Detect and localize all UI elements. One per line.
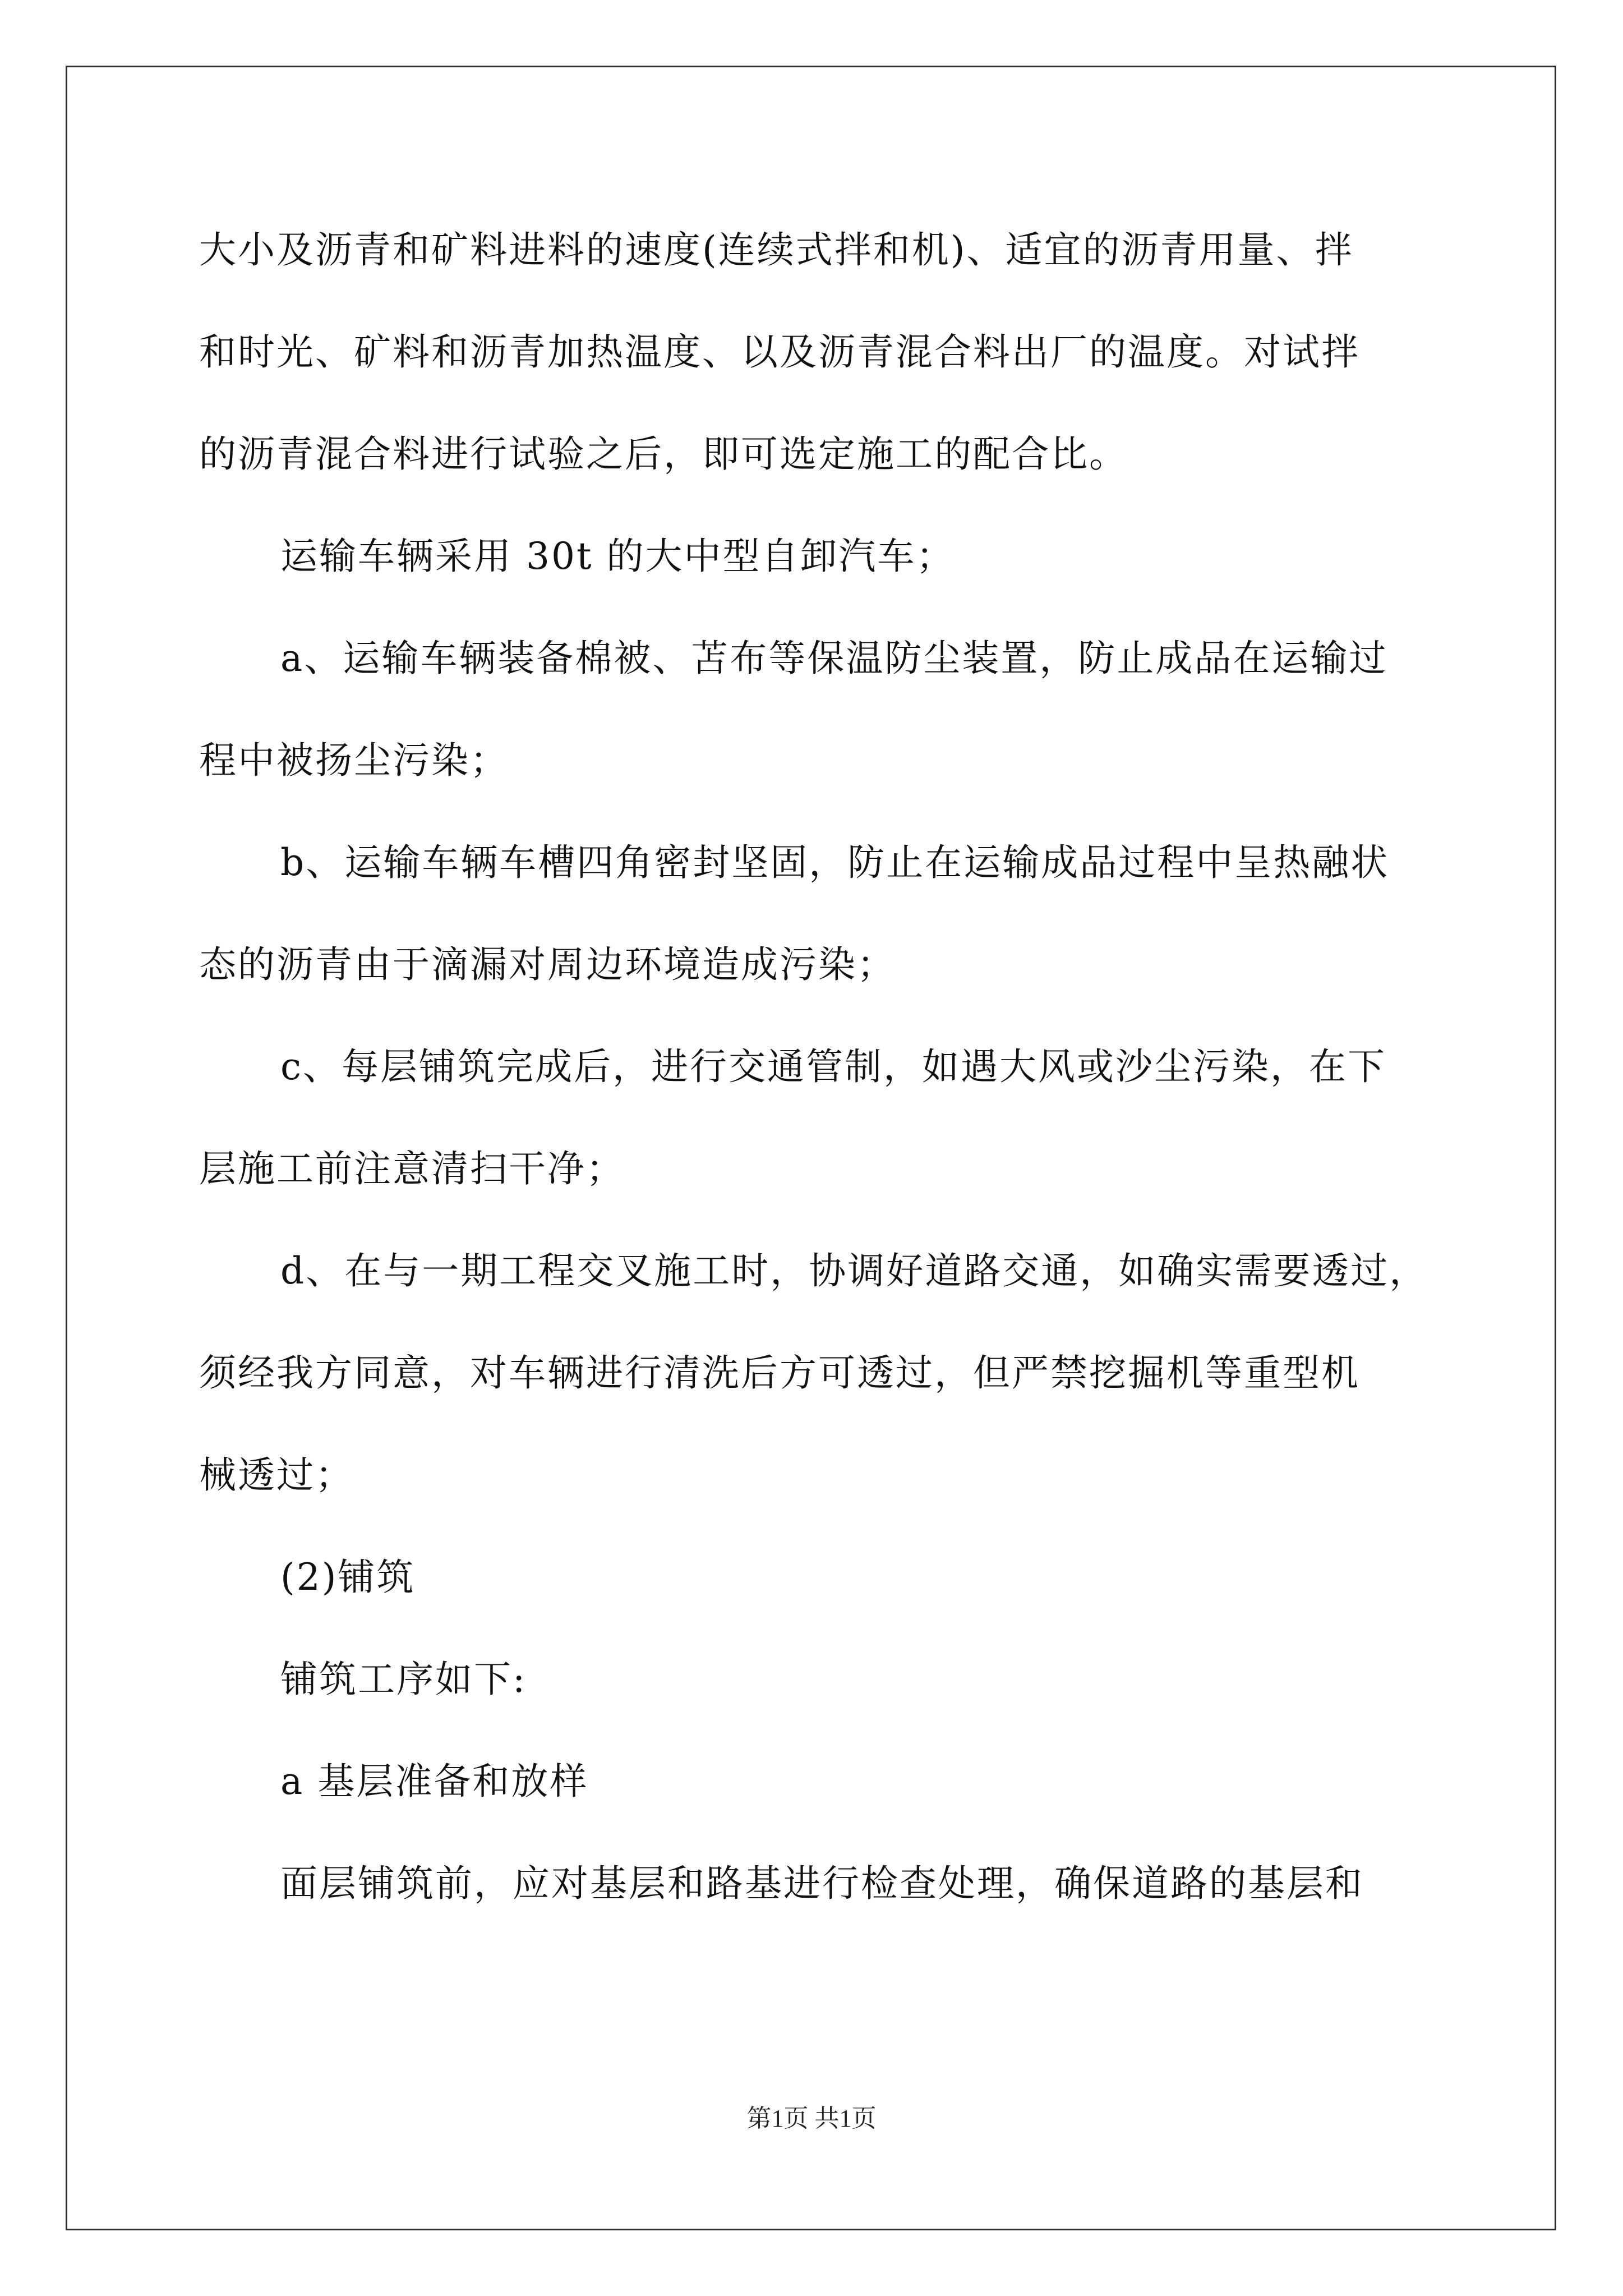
- paragraph-line: 械透过；: [199, 1453, 354, 1497]
- section-heading: (2)铺筑: [280, 1556, 416, 1599]
- paragraph-line: 运输车辆采用 30t 的大中型自卸汽车；: [280, 535, 955, 578]
- paragraph-line: 大小及沥青和矿料进料的速度(连续式拌和机)、适宜的沥青用量、拌: [199, 228, 1354, 272]
- paragraph-line: 面层铺筑前，应对基层和路基进行检查处理，确保道路的基层和: [280, 1862, 1364, 1905]
- paragraph-line: 须经我方同意，对车辆进行清洗后方可透过，但严禁挖掘机等重型机: [199, 1351, 1360, 1395]
- paragraph-line: b、运输车辆车槽四角密封坚固，防止在运输成品过程中呈热融状: [280, 841, 1390, 884]
- page-footer: 第1页 共1页: [746, 2105, 877, 2132]
- paragraph-line: 铺筑工序如下:: [280, 1658, 527, 1701]
- subsection-heading: a 基层准备和放样: [280, 1760, 589, 1803]
- paragraph-line: 层施工前注意清扫干净；: [199, 1147, 625, 1190]
- paragraph-line: 的沥青混合料进行试验之后，即可选定施工的配合比。: [199, 432, 1128, 476]
- paragraph-line: c、每层铺筑完成后，进行交通管制，如遇大风或沙尘污染，在下: [280, 1045, 1386, 1088]
- paragraph-line: d、在与一期工程交叉施工时，协调好道路交通，如确实需要透过，: [280, 1249, 1428, 1292]
- paragraph-line: 和时光、矿料和沥青加热温度、以及沥青混合料出厂的温度。对试拌: [199, 330, 1360, 374]
- paragraph-line: 程中被扬尘污染；: [199, 739, 509, 782]
- paragraph-line: a、运输车辆装备棉被、苫布等保温防尘装置，防止成品在运输过: [280, 637, 1388, 680]
- paragraph-line: 态的沥青由于滴漏对周边环境造成污染；: [199, 943, 896, 986]
